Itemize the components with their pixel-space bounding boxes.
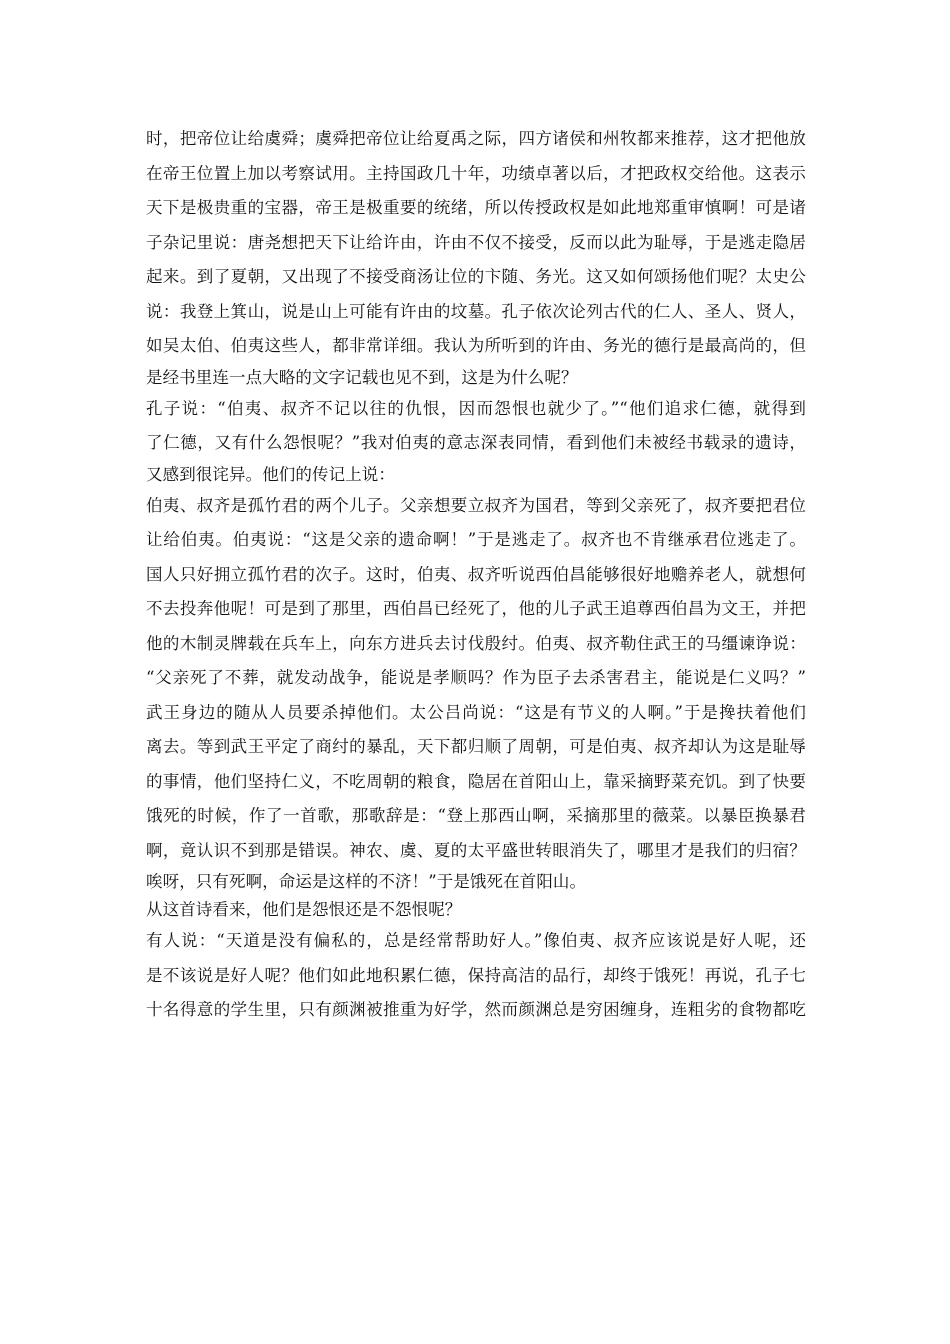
text-line: 时，把帝位让给虞舜；虞舜把帝位让给夏禹之际，四方诸侯和州牧都来推荐，这才把他放	[146, 129, 806, 148]
text-line: 啊，竟认识不到那是错误。神农、虞、夏的太平盛世转眼消失了，哪里才是我们的归宿？	[146, 840, 806, 860]
text-line: 在帝王位置上加以考察试用。主持国政几十年，功绩卓著以后，才把政权交给他。这表示	[146, 163, 806, 183]
text-line: 伯夷、叔齐是孤竹君的两个儿子。父亲想要立叔齐为国君，等到父亲死了，叔齐要把君位	[146, 495, 806, 515]
text-line: 让给伯夷。伯夷说：“这是父亲的遗命啊！”于是逃走了。叔齐也不肯继承君位逃走了。	[146, 530, 806, 549]
text-line: 从这首诗看来，他们是怨恨还是不怨恨呢？	[146, 900, 462, 919]
text-line: 了仁德，又有什么怨恨呢？”我对伯夷的意志深表同情，看到他们未被经书载录的遗诗，	[146, 433, 806, 452]
text-line: 唉呀，只有死啊，命运是这样的不济！”于是饿死在首阳山。	[146, 872, 587, 891]
paragraph-2	[146, 392, 806, 489]
text-line: 孔子说：“伯夷、叔齐不记以往的仇恨，因而怨恨也就少了。”“他们追求仁德，就得到	[146, 398, 806, 418]
text-line: 又感到很诧异。他们的传记上说：	[146, 464, 395, 484]
text-line: 不去投奔他呢！可是到了那里，西伯昌已经死了，他的儿子武王追尊西伯昌为文王，并把	[146, 599, 806, 618]
text-line: 十名得意的学生里，只有颜渊被推重为好学，然而颜渊总是穷困缠身，连粗劣的食物都吃	[146, 1000, 806, 1019]
text-line: 天下是极贵重的宝器，帝王是极重要的统绪，所以传授政权是如此地郑重审慎啊！可是诸	[146, 198, 806, 217]
document-body	[146, 122, 806, 1028]
text-line: 离去。等到武王平定了商纣的暴乱，天下都归顺了周朝，可是伯夷、叔齐却认为这是耻辱	[146, 737, 806, 756]
text-line: 说：我登上箕山，说是山上可能有许由的坟墓。孔子依次论列古代的仁人、圣人、贤人，	[146, 301, 806, 321]
paragraph-1	[146, 122, 806, 392]
text-line: 起来。到了夏朝，又出现了不接受商汤让位的卞随、务光。这又如何颂扬他们呢？太史公	[146, 267, 806, 286]
paragraph-4	[146, 896, 806, 924]
text-line: 国人只好拥立孤竹君的次子。这时，伯夷、叔齐听说西伯昌能够很好地赡养老人，就想何	[146, 564, 806, 584]
text-line: 是不该说是好人呢？他们如此地积累仁德，保持高洁的品行，却终于饿死！再说，孔子七	[146, 965, 806, 985]
paragraph-3	[146, 489, 806, 897]
text-line: 有人说：“天道是没有偏私的，总是经常帮助好人。”像伯夷、叔齐应该说是好人呢，还	[146, 931, 806, 950]
text-line: 是经书里连一点大略的文字记载也见不到，这是为什么呢？	[146, 367, 578, 387]
text-line: 的事情，他们坚持仁义，不吃周朝的粮食，隐居在首阳山上，靠采摘野菜充饥。到了快要	[146, 771, 806, 791]
paragraph-5	[146, 924, 806, 1028]
text-line: 子杂记里说：唐尧想把天下让给许由，许由不仅不接受，反而以此为耻辱，于是逃走隐居	[146, 232, 806, 252]
text-line: 武王身边的随从人员要杀掉他们。太公吕尚说：“这是有节义的人啊。”于是搀扶着他们	[146, 702, 806, 722]
text-line: “父亲死了不葬，就发动战争，能说是孝顺吗？作为臣子去杀害君主，能说是仁义吗？”	[146, 668, 806, 687]
text-line: 如吴太伯、伯夷这些人，都非常详细。我认为所听到的许由、务光的德行是最高尚的，但	[146, 336, 806, 355]
text-line: 他的木制灵牌载在兵车上，向东方进兵去讨伐殷纣。伯夷、叔齐勒住武王的马缰谏诤说：	[146, 633, 806, 653]
text-line: 饿死的时候，作了一首歌，那歌辞是：“登上那西山啊，采摘那里的薇菜。以暴臣换暴君	[146, 806, 806, 825]
